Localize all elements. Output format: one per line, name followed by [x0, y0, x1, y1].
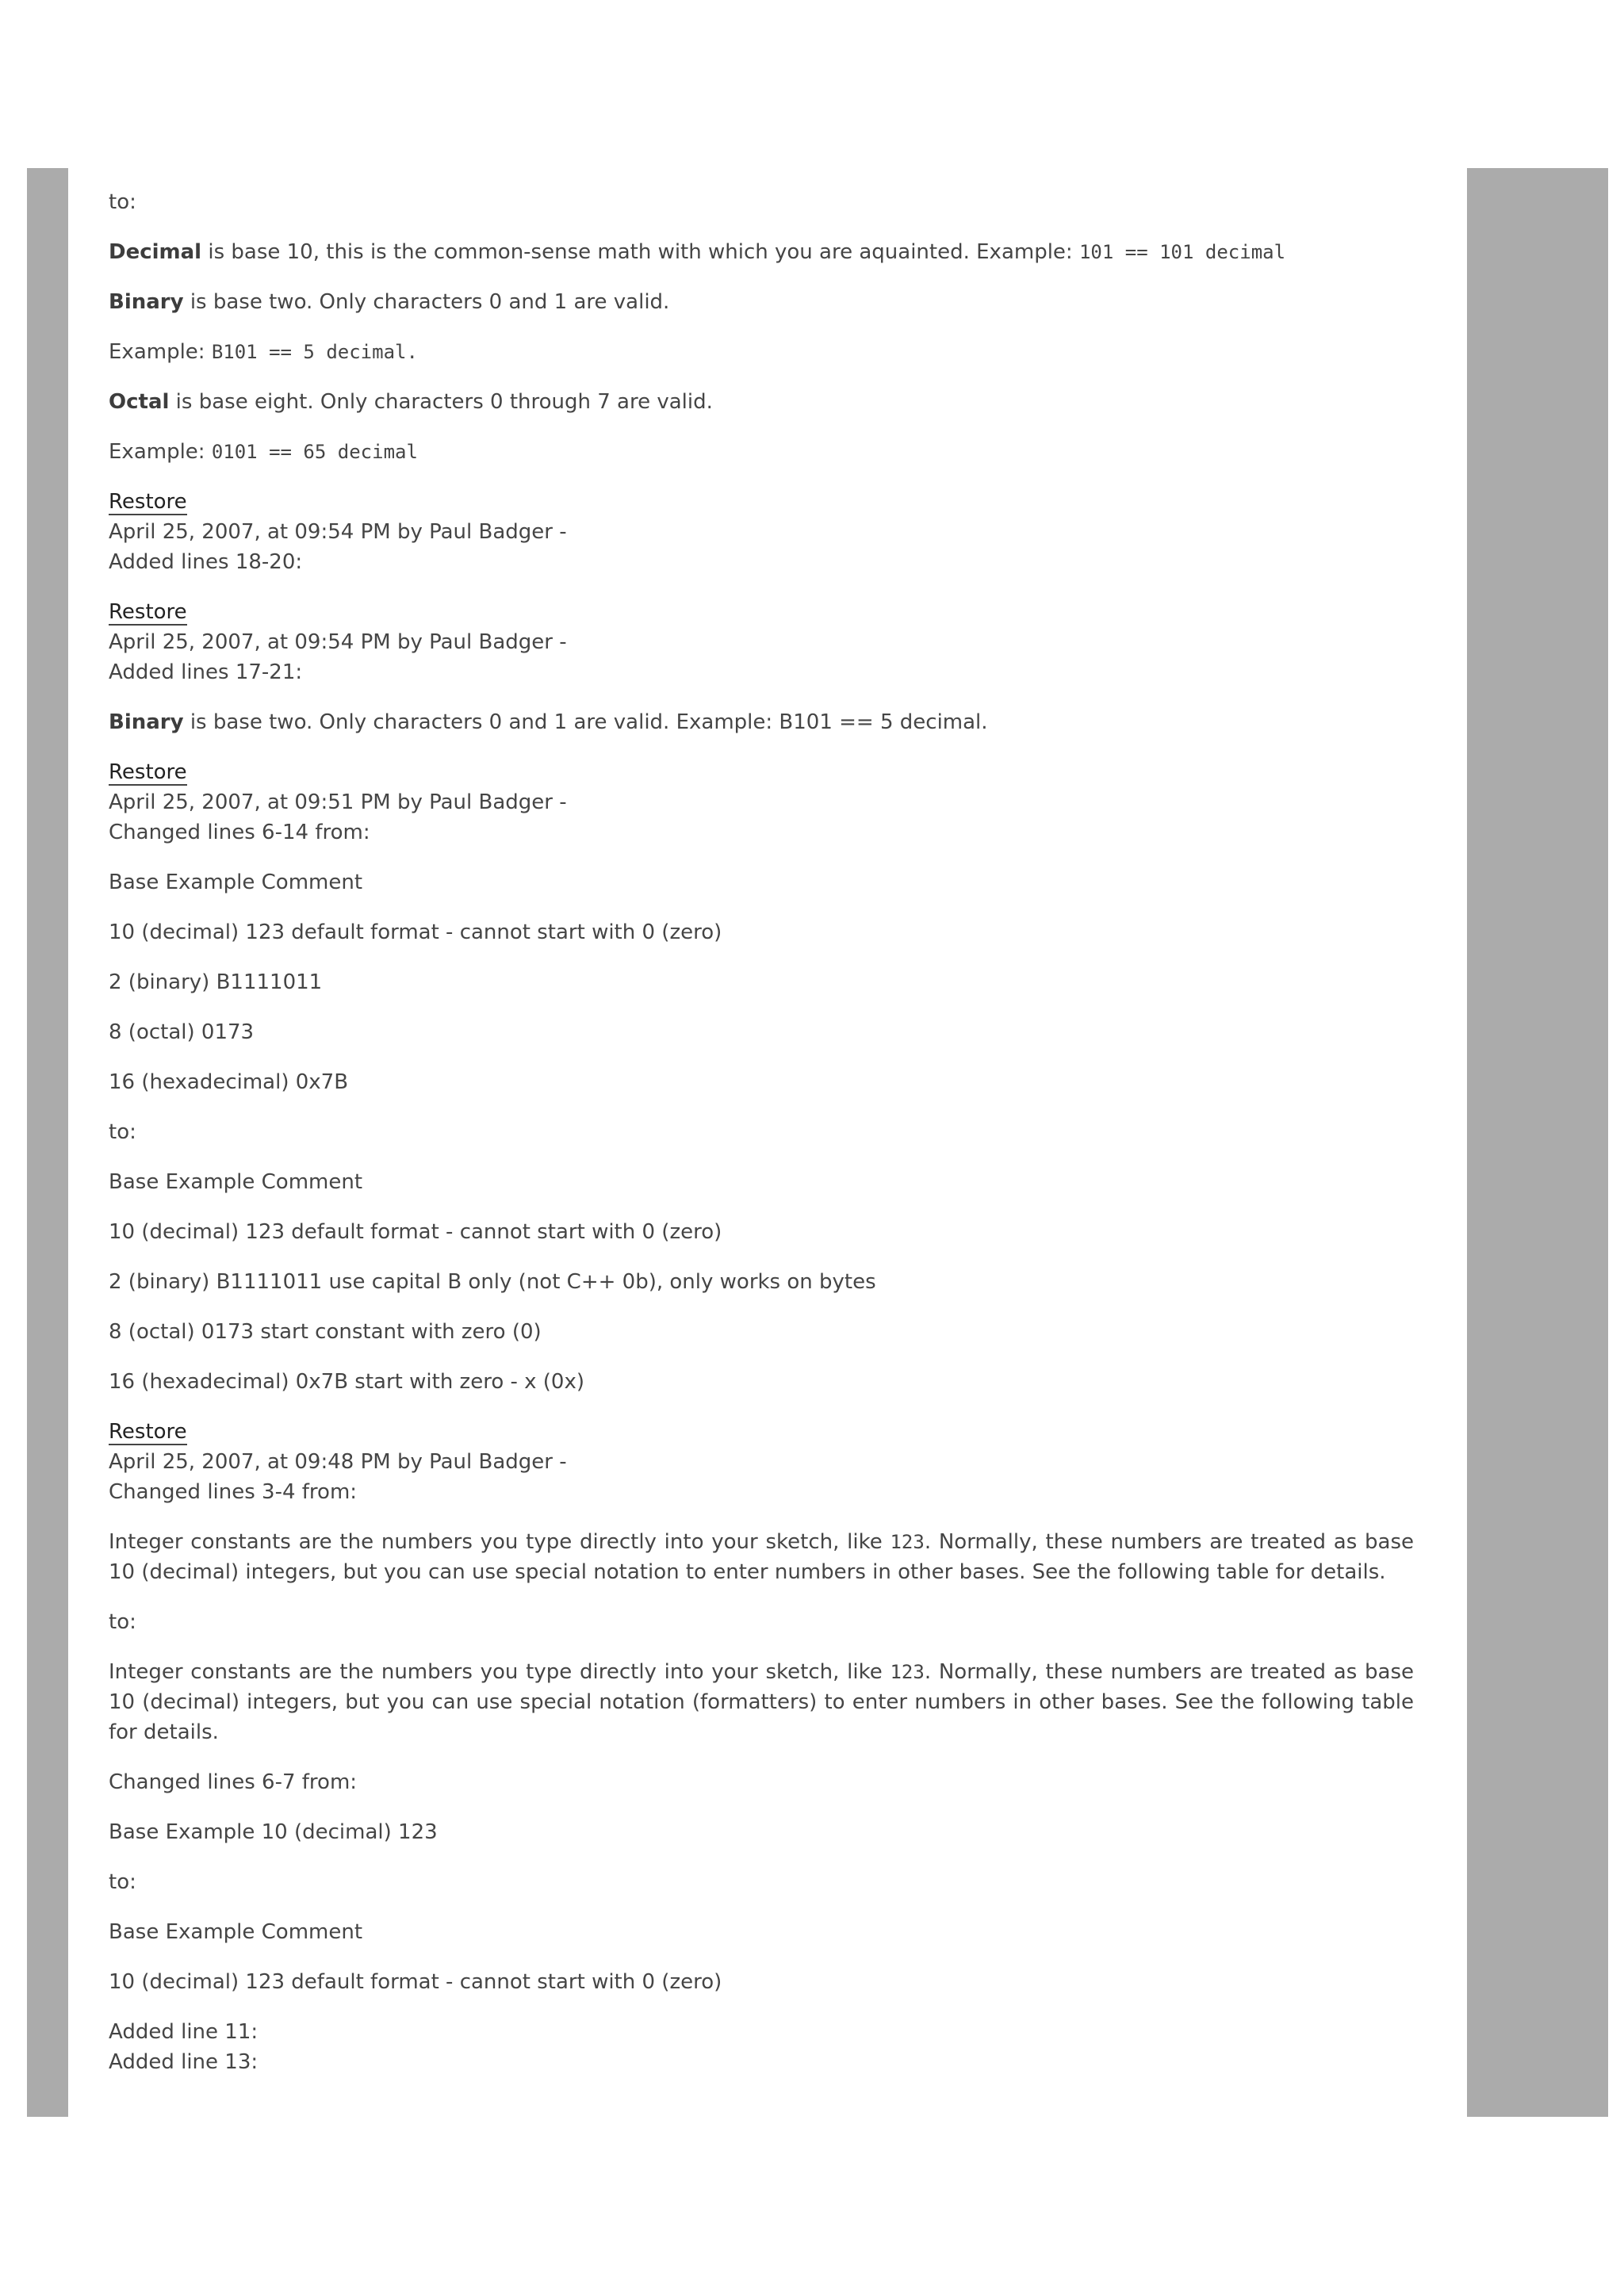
term-bold: Binary [109, 290, 184, 314]
revision-meta: April 25, 2007, at 09:48 PM by Paul Badger - [109, 1450, 567, 1474]
revision-change: Added lines 17-21: [109, 660, 303, 684]
text-line: Base Example Comment [109, 1920, 363, 1944]
text-line: Base Example Comment [109, 871, 363, 894]
text-line: 8 (octal) 0173 [109, 1020, 255, 1044]
paragraph-text: is base two. Only characters 0 and 1 are valid. [183, 290, 670, 314]
left-sidebar [27, 168, 68, 2117]
text-line: Added line 13: [109, 2050, 259, 2074]
text-line: Added line 11: [109, 2020, 259, 2044]
revision-change: Added lines 18-20: [109, 550, 303, 574]
text-line: 16 (hexadecimal) 0x7B [109, 1070, 349, 1094]
inline-code: 101 == 101 decimal [1078, 241, 1286, 263]
paragraph-text: Example: [109, 340, 212, 364]
revision-change: Changed lines 3-4 from: [109, 1480, 358, 1504]
revision-meta: April 25, 2007, at 09:54 PM by Paul Badger - [109, 520, 567, 544]
binary-paragraph [109, 287, 1414, 317]
text-line: 2 (binary) B1111011 use capital B only (not C++ 0b), only works on bytes [109, 1270, 876, 1294]
text-line: 2 (binary) B1111011 [109, 970, 323, 994]
paragraph-text: Example: [109, 440, 212, 464]
inline-code: 123 [890, 1531, 925, 1553]
inline-code: B101 == 5 decimal. [211, 341, 418, 363]
revision-entry [109, 1417, 1414, 1507]
paragraph-text: is base 10, this is the common-sense math with which you are aquainted. Example: [201, 240, 1079, 264]
restore-link[interactable]: Restore [109, 600, 187, 624]
revision-change: Changed lines 6-14 from: [109, 821, 370, 844]
inline-code: 123 [890, 1661, 925, 1683]
revision-entry [109, 597, 1414, 687]
text-line: Changed lines 6-7 from: [109, 1770, 358, 1794]
text-line: 10 (decimal) 123 default format - cannot start with 0 (zero) [109, 1220, 722, 1244]
decimal-paragraph [109, 237, 1414, 267]
right-sidebar [1467, 168, 1608, 2117]
term-bold: Binary [109, 710, 184, 734]
text-line: 10 (decimal) 123 default format - cannot start with 0 (zero) [109, 920, 722, 944]
paragraph-text: . Normally, these numbers are treated as base 10 (decimal) integers, but you can use special notation (formatters) to enter numbers in other bases. See the following table for details. [109, 1660, 1414, 1744]
paragraph-text: is base eight. Only characters 0 through 7 are valid. [169, 390, 713, 414]
text-line: 16 (hexadecimal) 0x7B start with zero - x (0x) [109, 1370, 585, 1394]
text-line: 10 (decimal) 123 default format - cannot start with 0 (zero) [109, 1970, 722, 1994]
revision-entry [109, 487, 1414, 577]
restore-link[interactable]: Restore [109, 760, 187, 784]
text-line: to: [109, 1120, 136, 1144]
text-line: Base Example 10 (decimal) 123 [109, 1820, 438, 1844]
text-line: Base Example Comment [109, 1170, 363, 1194]
text-line: to: [109, 1610, 136, 1634]
inline-code: 0101 == 65 decimal [211, 441, 418, 463]
octal-paragraph [109, 387, 1414, 417]
restore-link[interactable]: Restore [109, 490, 187, 514]
text-line: to: [109, 190, 136, 214]
page-content [109, 187, 1414, 2077]
revision-meta: April 25, 2007, at 09:51 PM by Paul Badger - [109, 790, 567, 814]
revision-entry [109, 757, 1414, 848]
paragraph-text: Integer constants are the numbers you type directly into your sketch, like [109, 1530, 891, 1554]
octal-example [109, 437, 1414, 467]
text-line: to: [109, 1870, 136, 1894]
binary-paragraph [109, 707, 1414, 737]
text-line: 8 (octal) 0173 start constant with zero (0) [109, 1320, 542, 1344]
paragraph-text: . Normally, these numbers are treated as base 10 (decimal) integers, but you can use special notation to enter numbers in other bases. See the following table for details. [109, 1530, 1414, 1584]
term-bold: Decimal [109, 240, 202, 264]
revision-meta: April 25, 2007, at 09:54 PM by Paul Badger - [109, 630, 567, 654]
integer-constants-paragraph [109, 1657, 1414, 1747]
paragraph-text: is base two. Only characters 0 and 1 are valid. Example: B101 == 5 decimal. [183, 710, 988, 734]
restore-link[interactable]: Restore [109, 1420, 187, 1444]
binary-example [109, 337, 1414, 367]
term-bold: Octal [109, 390, 170, 414]
paragraph-text: Integer constants are the numbers you type directly into your sketch, like [109, 1660, 891, 1684]
integer-constants-paragraph [109, 1527, 1414, 1587]
